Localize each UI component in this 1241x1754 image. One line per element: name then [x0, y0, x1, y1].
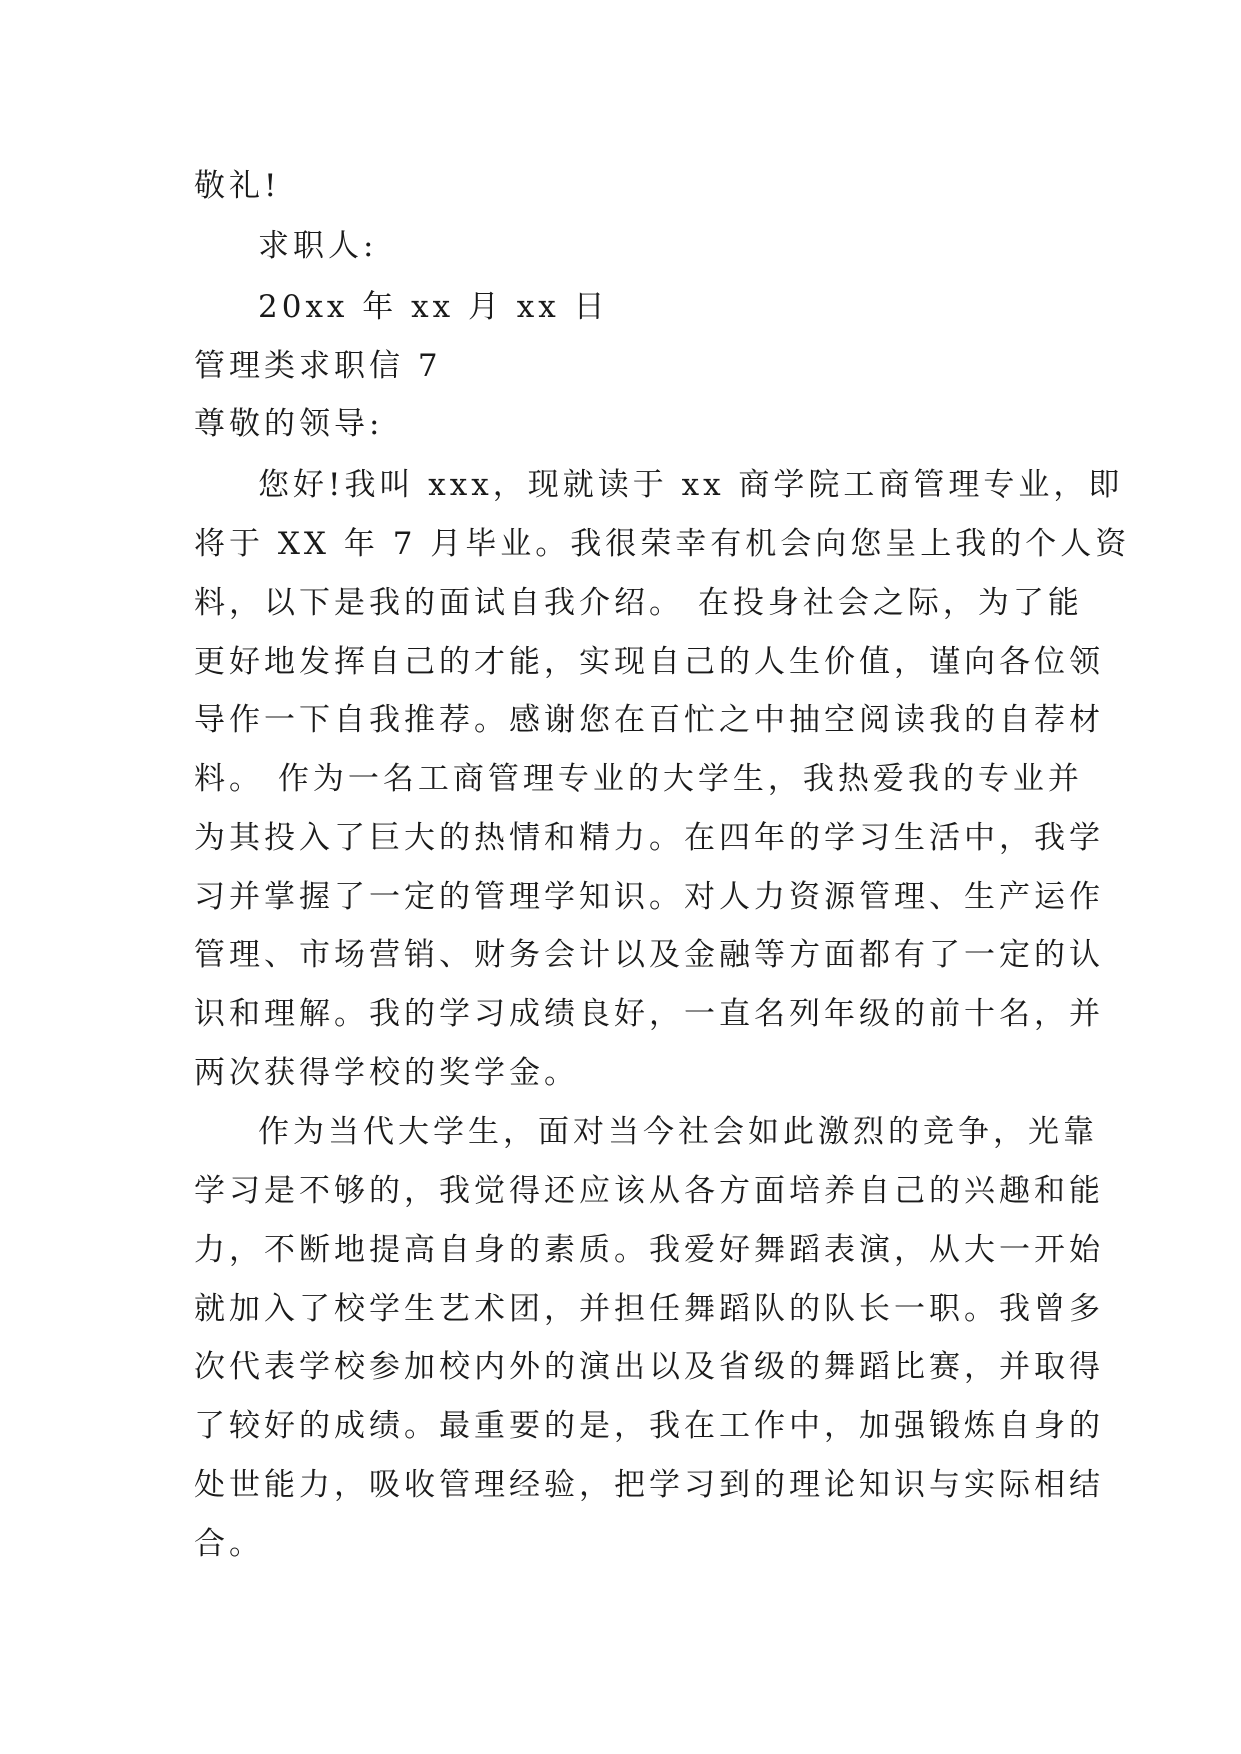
letter-greeting: 尊敬的领导:: [194, 406, 384, 442]
applicant-label: 求职人:: [258, 228, 378, 264]
paragraph-line: 就加入了校学生艺术团，并担任舞蹈队的队长一职。我曾多: [194, 1291, 1104, 1327]
paragraph-line: 料。 作为一名工商管理专业的大学生，我热爱我的专业并: [194, 761, 1083, 797]
paragraph-line: 您好!我叫 xxx，现就读于 xx 商学院工商管理专业，即: [258, 467, 1124, 503]
paragraph-line: 合。: [194, 1526, 264, 1562]
paragraph-line: 识和理解。我的学习成绩良好，一直名列年级的前十名，并: [194, 996, 1104, 1032]
paragraph-line: 更好地发挥自己的才能，实现自己的人生价值，谨向各位领: [194, 644, 1104, 680]
paragraph-line: 两次获得学校的奖学金。: [194, 1055, 579, 1091]
paragraph-line: 了较好的成绩。最重要的是，我在工作中，加强锻炼自身的: [194, 1408, 1104, 1444]
paragraph-line: 作为当代大学生，面对当今社会如此激烈的竞争，光靠: [258, 1114, 1098, 1150]
letter-title: 管理类求职信 7: [194, 348, 442, 384]
paragraph-line: 将于 XX 年 7 月毕业。我很荣幸有机会向您呈上我的个人资: [194, 526, 1131, 562]
paragraph-line: 料，以下是我的面试自我介绍。 在投身社会之际，为了能: [194, 585, 1083, 621]
paragraph-line: 处世能力，吸收管理经验，把学习到的理论知识与实际相结: [194, 1467, 1104, 1503]
paragraph-line: 为其投入了巨大的热情和精力。在四年的学习生活中，我学: [194, 820, 1104, 856]
paragraph-line: 习并掌握了一定的管理学知识。对人力资源管理、生产运作: [194, 879, 1104, 915]
paragraph-line: 导作一下自我推荐。感谢您在百忙之中抽空阅读我的自荐材: [194, 702, 1104, 738]
paragraph-line: 学习是不够的，我觉得还应该从各方面培养自己的兴趣和能: [194, 1173, 1104, 1209]
paragraph-line: 次代表学校参加校内外的演出以及省级的舞蹈比赛，并取得: [194, 1349, 1104, 1385]
closing-salutation: 敬礼!: [194, 168, 281, 204]
paragraph-line: 力，不断地提高自身的素质。我爱好舞蹈表演，从大一开始: [194, 1232, 1104, 1268]
paragraph-line: 管理、市场营销、财务会计以及金融等方面都有了一定的认: [194, 937, 1104, 973]
letter-date: 20xx 年 xx 月 xx 日: [258, 289, 609, 325]
